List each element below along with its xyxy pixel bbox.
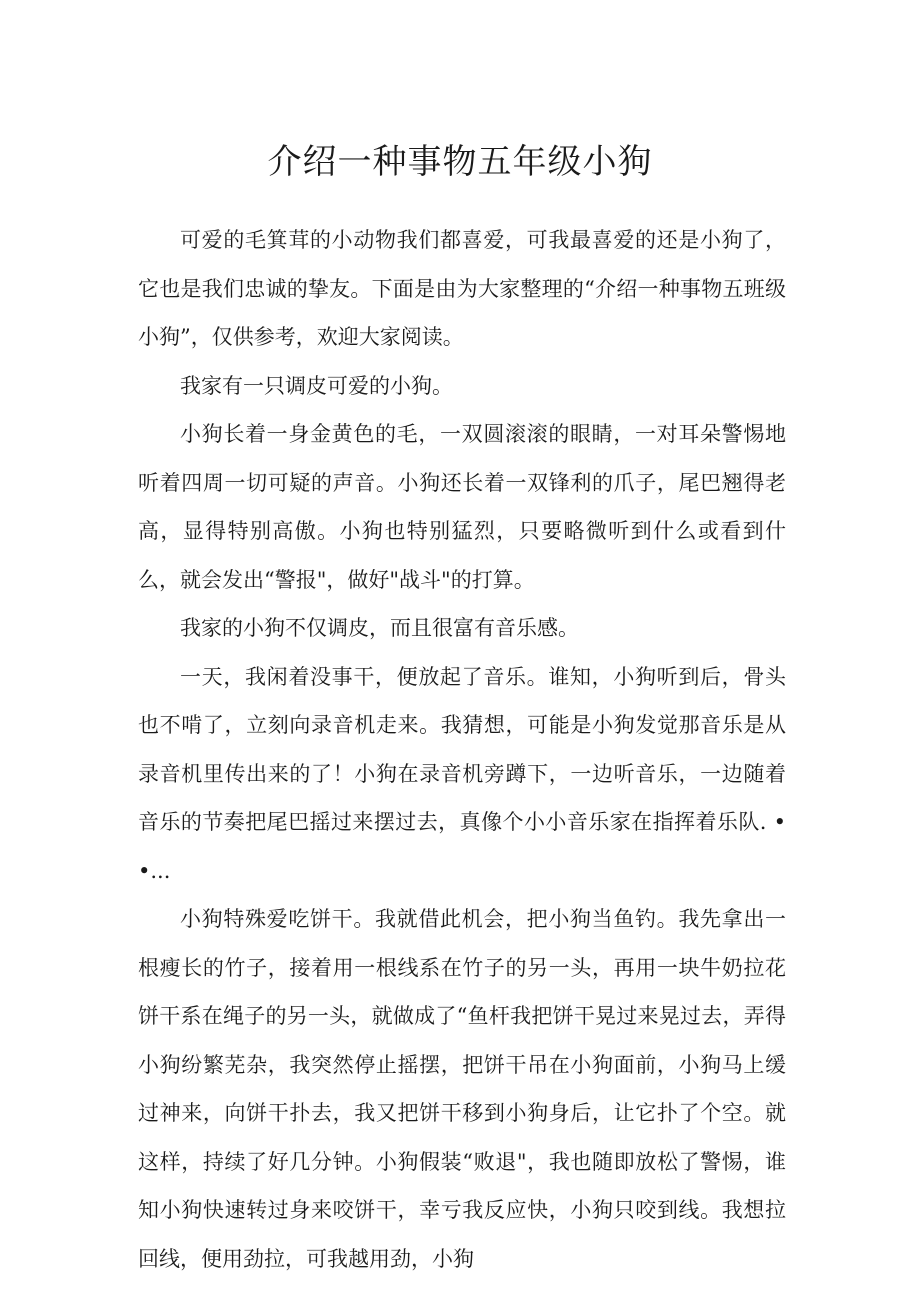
paragraph-music-story: 一天，我闲着没事干，便放起了音乐。谁知，小狗听到后，骨头也不啃了，立刻向录音机走来。我猜想，可能是小狗发觉那音乐是从录音机里传出来的了！小狗在录音机旁蹲下，一边听音乐，一边随着音乐的节奏把尾巴摇过来摆过去，真像个小小音乐家在指挥着乐队. • •... xyxy=(138,664,786,883)
document-title: 介绍一种事物五年级小狗 xyxy=(267,142,653,182)
paragraph-music-sense: 我家的小狗不仅调皮，而且很富有音乐感。 xyxy=(180,616,579,640)
document-body xyxy=(138,216,786,1283)
paragraph-biscuit-story: 小狗特殊爱吃饼干。我就借此机会，把小狗当鱼钓。我先拿出一根瘦长的竹子，接着用一根线系在竹子的另一头，再用一块牛奶拉花饼干系在绳子的另一头，就做成了“鱼杆我把饼干晃过来晃过去，弄得小狗纷繁芜杂，我突然停止摇摆，把饼干吊在小狗面前，小狗马上缓过神来，向饼干扑去，我又把饼干移到小狗身后，让它扑了个空。就这样，持续了好几分钟。小狗假装“败退"，我也随即放松了警惕，谁知小狗快速转过身来咬饼干，幸亏我反应快，小狗只咬到线。我想拉回线，便用劲拉，可我越用劲，小狗 xyxy=(138,907,786,1271)
paragraph-intro: 可爱的毛箕茸的小动物我们都喜爱，可我最喜爱的还是小狗了，它也是我们忠诚的挚友。下面是由为大家整理的“介绍一种事物五班级小狗”，仅供参考，欢迎大家阅读。 xyxy=(138,228,786,349)
paragraph-dog-intro: 我家有一只调皮可爱的小狗。 xyxy=(180,373,453,398)
paragraph-appearance: 小狗长着一身金黄色的毛，一双圆滚滚的眼睛，一对耳朵警惕地听着四周一切可疑的声音。小狗还长着一双锋利的爪子，尾巴翘得老高，显得特别高傲。小狗也特别猛烈，只要略微听到什么或看到什么，就会发出“警报"，做好"战斗"的打算。 xyxy=(138,422,786,592)
